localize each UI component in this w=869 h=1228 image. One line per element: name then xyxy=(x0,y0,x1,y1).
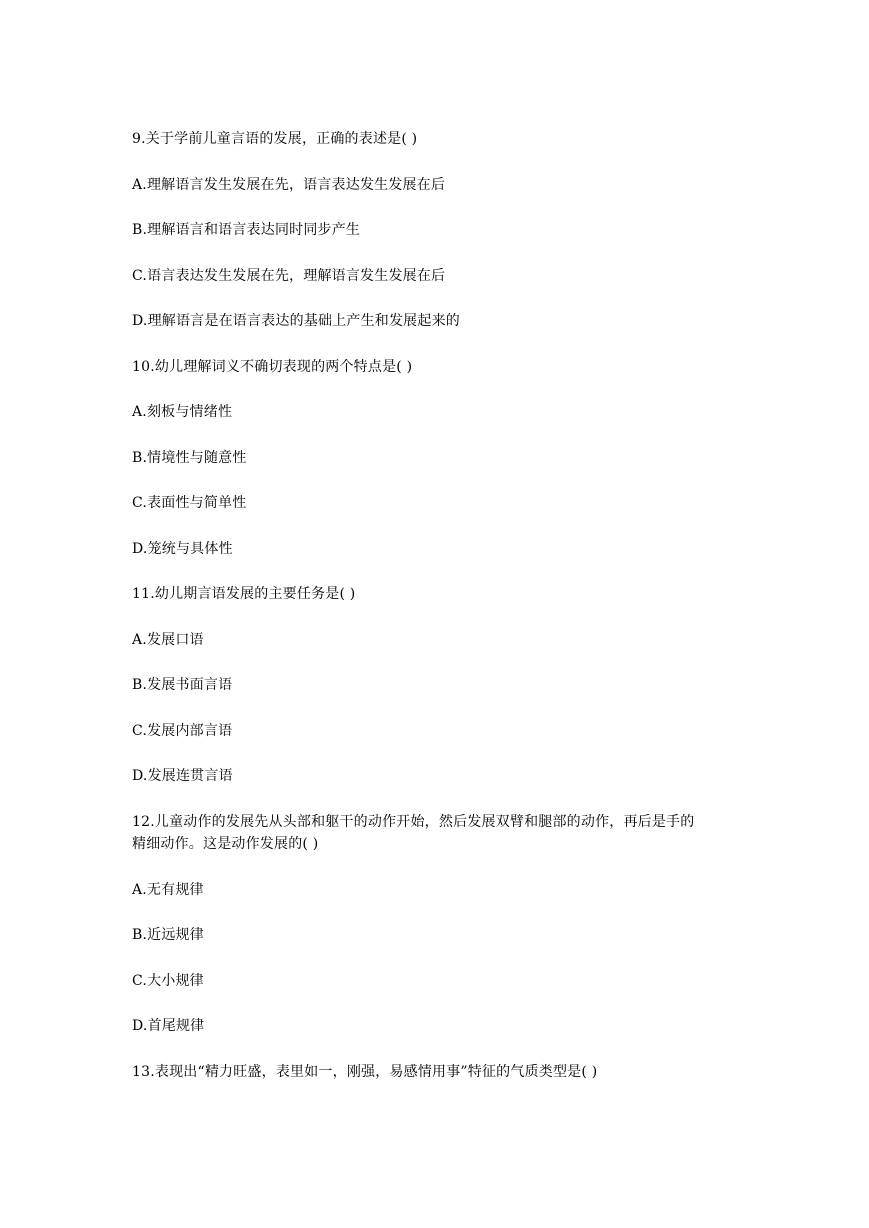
question-9-option-d: D.理解语言是在语言表达的基础上产生和发展起来的 xyxy=(132,313,460,329)
question-12-stem-line-1: 12.儿童动作的发展先从头部和躯干的动作开始，然后发展双臂和腿部的动作，再后是手的 xyxy=(132,814,695,830)
question-12-option-c: C.大小规律 xyxy=(132,973,204,989)
question-13-stem: 13.表现出“精力旺盛，表里如一，刚强，易感情用事”特征的气质类型是( ) xyxy=(132,1064,598,1080)
question-9-stem: 9.关于学前儿童言语的发展，正确的表述是( ) xyxy=(132,131,418,147)
question-12-stem-line-2: 精细动作。这是动作发展的( ) xyxy=(132,836,319,852)
question-11-stem: 11.幼儿期言语发展的主要任务是( ) xyxy=(132,586,356,602)
question-9-option-c: C.语言表达发生发展在先，理解语言发生发展在后 xyxy=(132,268,446,284)
question-9-option-b: B.理解语言和语言表达同时同步产生 xyxy=(132,222,361,238)
question-11-option-c: C.发展内部言语 xyxy=(132,723,233,739)
question-12-option-a: A.无有规律 xyxy=(132,882,204,898)
question-11-option-b: B.发展书面言语 xyxy=(132,677,233,693)
question-10-option-a: A.刻板与情绪性 xyxy=(132,404,233,420)
question-12-option-d: D.首尾规律 xyxy=(132,1018,205,1034)
question-9-option-a: A.理解语言发生发展在先，语言表达发生发展在后 xyxy=(132,177,446,193)
question-10-stem: 10.幼儿理解词义不确切表现的两个特点是( ) xyxy=(132,359,413,375)
question-10-option-d: D.笼统与具体性 xyxy=(132,541,233,557)
question-10-option-b: B.情境性与随意性 xyxy=(132,450,247,466)
question-11-option-a: A.发展口语 xyxy=(132,632,204,648)
question-11-option-d: D.发展连贯言语 xyxy=(132,768,233,784)
question-12-option-b: B.近远规律 xyxy=(132,927,204,943)
question-10-option-c: C.表面性与简单性 xyxy=(132,495,247,511)
